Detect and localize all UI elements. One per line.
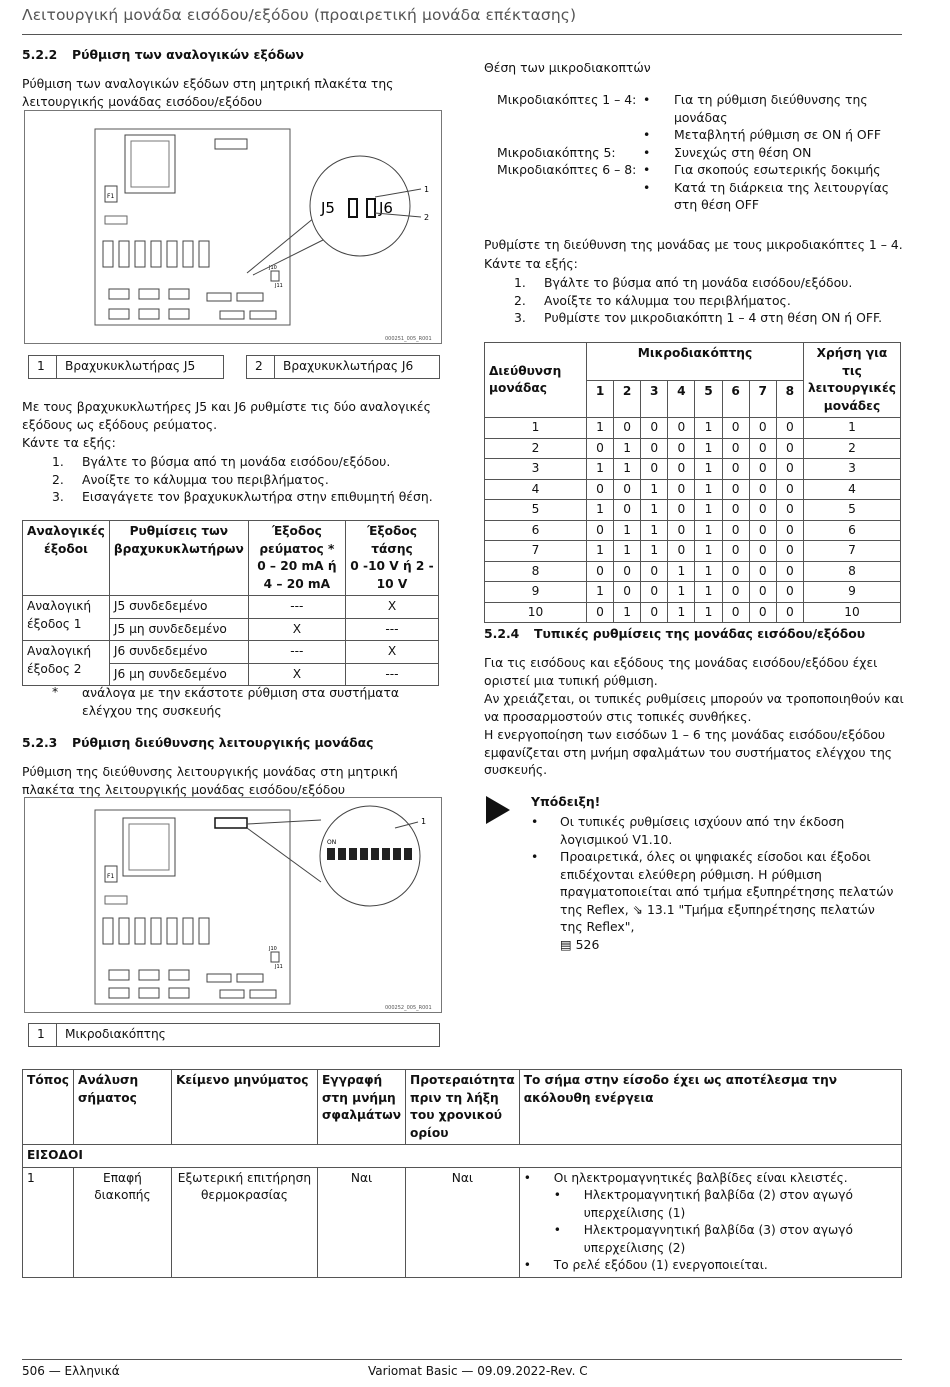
table-cell: 0 — [749, 418, 776, 439]
table-cell: 0 — [776, 418, 803, 439]
table-cell: 0 — [749, 602, 776, 623]
table-cell: 6 — [803, 520, 900, 541]
table-cell: 1 — [641, 479, 668, 500]
table-cell: 1 — [614, 459, 641, 480]
table-cell: 1 — [695, 459, 722, 480]
table-row — [485, 582, 901, 603]
note-arrow-icon — [486, 796, 510, 824]
table-cell: 10 — [803, 602, 900, 623]
board-drawing — [25, 111, 443, 345]
table-cell: 0 — [722, 602, 749, 623]
table-cell: 1 — [641, 541, 668, 562]
table-cell: 1 — [587, 541, 614, 562]
table-cell: 0 — [587, 520, 614, 541]
table-cell: 0 — [722, 561, 749, 582]
table-cell: 0 — [668, 520, 695, 541]
table-cell: 0 — [641, 602, 668, 623]
fig1-j6-label: J6 — [379, 199, 393, 217]
table-cell: 0 — [614, 561, 641, 582]
table-cell: 8 — [485, 561, 587, 582]
dip-row-6-8: Μικροδιακόπτες 6 – 8: • Για σκοπούς εσωτερικής δοκιμής • Κατά τη διάρκεια της λειτουργίας στη θέση OFF — [497, 161, 907, 214]
table-row — [485, 500, 901, 521]
fig2-j10: J10 — [269, 946, 277, 952]
table-row: Αναλογική έξοδος 1 J5 συνδεδεμένο --- X — [23, 596, 439, 619]
table-cell: 0 — [668, 438, 695, 459]
table-cell: 1 — [695, 418, 722, 439]
table-header-row: Τόπος Ανάλυση σήματος Κείμενο μηνύματος Εγγραφή στη μνήμη σφαλμάτων Προτεραιότητα πριν τη λήξη του χρονικού ορίου Το σήμα στην είσοδο έχει ως αποτέλεσμα την ακόλουθη ενέργεια — [23, 1070, 902, 1145]
table-cell: 1 — [641, 500, 668, 521]
fig1-callout-1: 1 — [424, 185, 430, 194]
table-cell: 0 — [722, 438, 749, 459]
s524-p3: Η ενεργοποίηση των εισόδων 1 – 6 της μονάδας εισόδου/εξόδου εμφανίζεται στη μνήμη σφαλμάτων του συστήματος ελέγχου της συσκευής. — [484, 727, 893, 777]
table-cell: 0 — [668, 479, 695, 500]
table-cell: 1 — [695, 602, 722, 623]
dip-col-header: 3 — [641, 380, 668, 418]
footnote-text: ανάλογα με την εκάστοτε ρύθμιση στα συστήματα ελέγχου της συσκευής — [82, 685, 400, 718]
page-icon: ▤ — [560, 936, 572, 952]
group-analog-output-2: Αναλογική έξοδος 2 — [23, 641, 110, 686]
section-title: Ρύθμιση των αναλογικών εξόδων — [72, 47, 304, 62]
module-address-table — [484, 342, 901, 623]
table-cell: 8 — [803, 561, 900, 582]
table-cell: 0 — [641, 459, 668, 480]
table-cell: 0 — [722, 500, 749, 521]
inputs-table — [22, 1069, 902, 1278]
table-cell: 3 — [485, 459, 587, 480]
fig1-f1: F1 — [107, 193, 115, 200]
table-cell: 1 — [614, 438, 641, 459]
table-row — [485, 479, 901, 500]
table-row — [485, 541, 901, 562]
table-cell: 1 — [641, 520, 668, 541]
footnote-mark: * — [52, 684, 59, 699]
dip-col-header: 2 — [614, 380, 641, 418]
legend-text: Μικροδιακόπτης — [57, 1024, 440, 1047]
table-cell: 0 — [641, 561, 668, 582]
figure-dip-switch-board — [24, 797, 442, 1013]
dip-positions-list — [497, 91, 907, 214]
dip-steps — [484, 274, 904, 327]
list-item: • Οι τυπικές ρυθμίσεις ισχύουν από την έκδοση λογισμικού V1.10. — [531, 814, 845, 847]
table-cell: 6 — [485, 520, 587, 541]
table-cell: 0 — [776, 520, 803, 541]
table-cell: 1 — [485, 418, 587, 439]
s522-para: Με τους βραχυκυκλωτήρες J5 και J6 ρυθμίστε τις δύο αναλογικές εξόδους ως εξόδους ρεύματος. — [22, 399, 431, 432]
table-cell: 1 — [668, 561, 695, 582]
fig1-j5-label: J5 — [321, 199, 335, 217]
table-cell: 0 — [614, 479, 641, 500]
page-ref[interactable]: 526 — [575, 936, 600, 952]
table-cell: 0 — [614, 582, 641, 603]
s522-intro: Ρύθμιση των αναλογικών εξόδων στη μητρική πλακέτα της λειτουργικής μονάδας εισόδου/εξόδου — [22, 76, 394, 109]
table-cell: 0 — [749, 438, 776, 459]
list-item: 3. Εισαγάγετε τον βραχυκυκλωτήρα στην επιθυμητή θέση. — [52, 489, 433, 504]
table-cell: 0 — [722, 459, 749, 480]
table-cell: 0 — [776, 541, 803, 562]
legend-number: 2 — [247, 356, 275, 379]
table-cell: 1 — [803, 418, 900, 439]
list-item: • Προαιρετικά, όλες οι ψηφιακές είσοδοι και έξοδοι επιδέχονται ελεύθερη ρύθμιση. Η ρύθμιση πραγματοποιείται από τμήμα εξυπηρέτησης πελατών της Reflex, ⇘ 13.1 "Τμήμα εξυπηρέτησης πελατών της Reflex", ▤ 526 — [531, 849, 894, 952]
list-item: 2. Ανοίξτε το κάλυμμα του περιβλήματος. — [514, 292, 791, 308]
table-cell: 0 — [641, 418, 668, 439]
footer-doc: Variomat Basic — 09.09.2022-Rev. C — [368, 1364, 588, 1378]
dip-do: Κάντε τα εξής: — [484, 256, 578, 271]
table-cell: 0 — [722, 582, 749, 603]
table-header-row — [23, 521, 439, 596]
table-cell: 1 — [695, 561, 722, 582]
table-cell: 0 — [668, 418, 695, 439]
table-cell: 0 — [668, 541, 695, 562]
section-title: Τυπικές ρυθμίσεις της μονάδας εισόδου/εξόδου — [534, 626, 866, 641]
legend-fig2-item-1 — [28, 1023, 440, 1047]
table-cell: 0 — [776, 459, 803, 480]
fig2-f1: F1 — [107, 873, 115, 880]
table-cell: 0 — [776, 582, 803, 603]
table-cell: 1 — [695, 438, 722, 459]
list-item: • Συνεχώς στη θέση ON — [643, 144, 812, 160]
table-cell: 0 — [776, 438, 803, 459]
reference-arrow-icon: ⇘ — [632, 901, 644, 917]
fig2-on: ON — [327, 839, 337, 846]
table-cell: 4 — [803, 479, 900, 500]
section-5-2-2-heading — [22, 47, 304, 62]
col-current-output: Έξοδος ρεύματος * 0 – 20 mA ή 4 – 20 mA — [248, 521, 345, 596]
table-cell: 0 — [749, 582, 776, 603]
fig1-code: 000251_005_R001 — [385, 336, 432, 342]
customer-service-link[interactable]: 13.1 "Τμήμα εξυπηρέτησης πελατών της Reflex", — [560, 901, 875, 934]
table-cell: 0 — [776, 602, 803, 623]
table-cell: 4 — [485, 479, 587, 500]
section-number: 5.2.4 — [484, 626, 520, 641]
table-cell: 7 — [803, 541, 900, 562]
table-cell: 0 — [587, 602, 614, 623]
s523-intro: Ρύθμιση της διεύθυνσης λειτουργικής μονάδας στη μητρική πλακέτα της λειτουργικής μονάδας εισόδου/εξόδου — [22, 764, 398, 797]
dip-col-header: 1 — [587, 380, 614, 418]
list-item: 1. Βγάλτε το βύσμα από τη μονάδα εισόδου/εξόδου. — [514, 275, 853, 290]
table-cell: 1 — [614, 541, 641, 562]
table-cell: 0 — [641, 438, 668, 459]
list-item: 3. Ρυθμίστε τον μικροδιακόπτη 1 – 4 στη θέση ON ή OFF. — [514, 310, 883, 325]
section-5-2-3-heading — [22, 735, 373, 750]
table-cell: 3 — [803, 459, 900, 480]
footer-rule — [22, 1359, 902, 1360]
col-analog-outputs: Αναλογικές έξοδοι — [23, 521, 110, 596]
legend-text: Βραχυκυκλωτήρας J6 — [275, 356, 440, 379]
table-cell: 1 — [695, 479, 722, 500]
note-title: Υπόδειξη! — [531, 794, 601, 809]
table-cell: 1 — [695, 500, 722, 521]
list-item: • Για τη ρύθμιση διεύθυνσης της μονάδας — [643, 92, 868, 125]
table-cell: 5 — [485, 500, 587, 521]
table-cell: 0 — [722, 418, 749, 439]
s522-do: Κάντε τα εξής: — [22, 435, 116, 450]
table-cell: 1 — [587, 582, 614, 603]
list-item: • Κατά τη διάρκεια της λειτουργίας στη θέση OFF — [643, 179, 890, 212]
table-row — [485, 561, 901, 582]
fig1-callout-2: 2 — [424, 213, 430, 222]
table-cell: 7 — [485, 541, 587, 562]
fig1-j10: J10 — [269, 265, 277, 271]
dip-row-5: Μικροδιακόπτης 5: • Συνεχώς στη θέση ON — [497, 144, 907, 162]
table-row — [485, 520, 901, 541]
table-cell: 0 — [776, 561, 803, 582]
table-cell: 9 — [485, 582, 587, 603]
table-cell: 0 — [749, 541, 776, 562]
table-cell: 0 — [749, 479, 776, 500]
table-cell: 1 — [614, 520, 641, 541]
page-header: Λειτουργική μονάδα εισόδου/εξόδου (προαιρετική μονάδα επέκτασης) — [22, 6, 577, 24]
table-cell: 0 — [722, 520, 749, 541]
table-cell: 0 — [641, 582, 668, 603]
table-cell: 2 — [485, 438, 587, 459]
table-cell: 1 — [695, 520, 722, 541]
dip-col-header: 4 — [668, 380, 695, 418]
s522-steps — [22, 453, 442, 506]
table-cell: 2 — [803, 438, 900, 459]
legend-text: Βραχυκυκλωτήρας J5 — [57, 356, 224, 379]
dip-col-header: 6 — [722, 380, 749, 418]
table-cell: 0 — [722, 479, 749, 500]
table-group-row: ΕΙΣΟΔΟΙ — [23, 1145, 902, 1168]
table-cell: 1 — [614, 602, 641, 623]
table-cell: 10 — [485, 602, 587, 623]
table-cell: 0 — [668, 500, 695, 521]
table-row: Αναλογική έξοδος 2 J6 συνδεδεμένο --- X — [23, 641, 439, 664]
col-dip-switch: Μικροδιακόπτης — [587, 343, 804, 381]
table-cell: 0 — [614, 500, 641, 521]
table-cell: 1 — [695, 541, 722, 562]
table-row — [485, 602, 901, 623]
section-number: 5.2.2 — [22, 47, 58, 62]
table-row: J5 μη συνδεδεμένο X --- — [23, 618, 439, 641]
col-use-for-modules: Χρήση για τις λειτουργικές μονάδες — [803, 343, 900, 418]
jumper-settings-table — [22, 520, 439, 686]
fig2-code: 000252_005_R001 — [385, 1005, 432, 1011]
dip-para: Ρυθμίστε τη διεύθυνση της μονάδας με τους μικροδιακόπτες 1 – 4. — [484, 237, 903, 252]
legend-number: 1 — [29, 1024, 57, 1047]
list-item: 2. Ανοίξτε το κάλυμμα του περιβλήματος. — [52, 471, 329, 487]
note-list — [531, 813, 901, 953]
table-cell: 1 — [587, 459, 614, 480]
legend-fig1-item-1 — [28, 355, 224, 379]
table-cell: 0 — [776, 500, 803, 521]
s524-p2: Αν χρειάζεται, οι τυπικές ρυθμίσεις μπορούν να τροποποιηθούν και να προσαρμοστούν στις τοπικές συνθήκες. — [484, 691, 904, 724]
table-cell: 0 — [587, 479, 614, 500]
col-module-address: Διεύθυνση μονάδας — [485, 343, 587, 418]
header-rule — [22, 34, 902, 35]
table-cell: 0 — [587, 561, 614, 582]
section-title: Ρύθμιση διεύθυνσης λειτουργικής μονάδας — [72, 735, 374, 750]
table-cell: 0 — [614, 418, 641, 439]
action-cell: • Οι ηλεκτρομαγνητικές βαλβίδες είναι κλειστές. • Ηλεκτρομαγνητική βαλβίδα (2) στον αγωγό υπερχείλισης (1) • Ηλεκτρομαγνητική βαλβίδα (3) στον αγωγό υπερχείλισης (2) • Το ρελέ εξόδου (1) ενεργοποιείται. — [519, 1167, 901, 1277]
table-row: 1 Επαφή διακοπής Εξωτερική επιτήρηση θερμοκρασίας Ναι Ναι • Οι ηλεκτρομαγνητικές βαλβίδες είναι κλειστές. • Ηλεκτρομαγνητική βαλβίδα (2) στον αγωγό υπερχείλισης (1) • Ηλεκτρομαγνητική βαλβίδα (3) στον αγωγό υπερχείλισης (2) • Το ρελέ εξόδου (1) ενεργοποιείται. — [23, 1167, 902, 1277]
dip-col-header: 8 — [776, 380, 803, 418]
dip-table-body — [485, 418, 901, 623]
fig2-j11: J11 — [275, 964, 283, 970]
legend-number: 1 — [29, 356, 57, 379]
table-header-row — [485, 343, 901, 381]
dip-positions-title: Θέση των μικροδιακοπτών — [484, 60, 651, 75]
table-row: J6 μη συνδεδεμένο X --- — [23, 663, 439, 686]
table-cell: 1 — [695, 582, 722, 603]
table-row — [485, 438, 901, 459]
col-jumper-settings: Ρυθμίσεις των βραχυκυκλωτήρων — [109, 521, 248, 596]
dip-col-header: 7 — [749, 380, 776, 418]
section-5-2-4-heading — [484, 626, 865, 641]
table-cell: 1 — [668, 602, 695, 623]
table-row — [485, 418, 901, 439]
list-item: 1. Βγάλτε το βύσμα από τη μονάδα εισόδου/εξόδου. — [52, 454, 391, 469]
table-cell: 0 — [749, 500, 776, 521]
figure-jumper-board — [24, 110, 442, 344]
table-row — [485, 459, 901, 480]
table-cell: 0 — [668, 459, 695, 480]
table-cell: 0 — [722, 541, 749, 562]
table-cell: 9 — [803, 582, 900, 603]
legend-fig1-item-2 — [246, 355, 440, 379]
table-cell: 1 — [587, 418, 614, 439]
dip-col-header: 5 — [695, 380, 722, 418]
table-cell: 0 — [587, 438, 614, 459]
dip-row-1-4: Μικροδιακόπτες 1 – 4: • Για τη ρύθμιση διεύθυνσης της μονάδας • Μεταβλητή ρύθμιση σε ON ή OFF — [497, 91, 907, 144]
col-voltage-output: Έξοδος τάσης 0 -10 V ή 2 - 10 V — [345, 521, 438, 596]
table-cell: 0 — [749, 459, 776, 480]
footer-page: 506 — Ελληνικά — [22, 1364, 120, 1378]
group-analog-output-1: Αναλογική έξοδος 1 — [23, 596, 110, 641]
board-drawing-2 — [25, 798, 443, 1014]
fig2-callout-1: 1 — [421, 817, 427, 826]
s524-p1: Για τις εισόδους και εξόδους της μονάδας εισόδου/εξόδου έχει οριστεί μια τυπική ρύθμιση. — [484, 655, 878, 688]
table-cell: 5 — [803, 500, 900, 521]
table-cell: 0 — [749, 520, 776, 541]
table-cell: 0 — [749, 561, 776, 582]
table-cell: 0 — [776, 479, 803, 500]
list-item: • Μεταβλητή ρύθμιση σε ON ή OFF — [643, 127, 881, 142]
section-number: 5.2.3 — [22, 735, 58, 750]
list-item: • Για σκοπούς εσωτερικής δοκιμής — [643, 162, 881, 177]
fig1-j11: J11 — [275, 283, 283, 289]
table-cell: 1 — [668, 582, 695, 603]
table-cell: 1 — [587, 500, 614, 521]
